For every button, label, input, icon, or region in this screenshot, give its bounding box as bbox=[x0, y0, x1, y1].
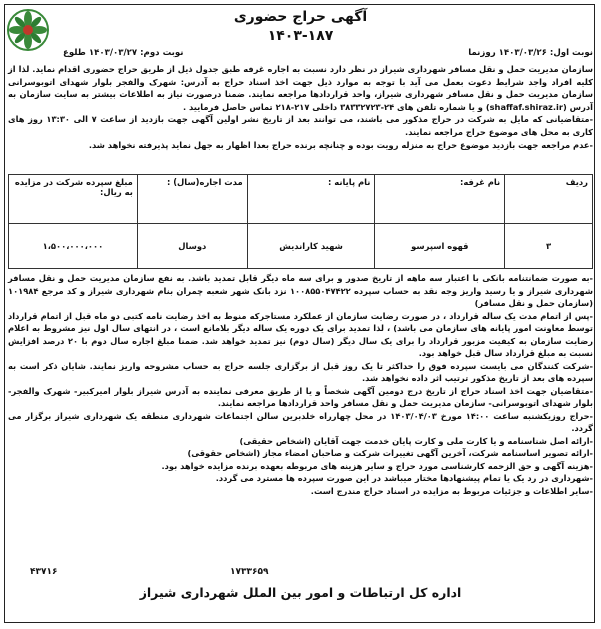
intro-paragraph: سازمان مدیریت حمل و نقل مسافر شهرداری شیراز در نظر دارد نسبت به اجاره غرفه طبق جدول ذیل از طریق حراج حضوری اقدام نماید. لذا از کلیه افراد واجد شرایط دعوت بعمل می آید با توجه به موارد ذیل جهت اخذ اسناد حراج به آدرس: شهرک والفجر بلوار شهدای اتوبوسرانی سازمان مدیریت حمل و نقل مسافر شهرداری شیراز، واحد قراردادها مراجعه نمایند. ضمنا درصورت نیاز به اطلاعات بیشتر به سایت سازمان به آدرس (shaffaf.shiraz.ir) و یا شماره تلفن های ۲۴-۳۸۳۳۲۷۲۳ داخلی ۲۱۷-۲۱۸ تماس حاصل فرمایید . bbox=[8, 64, 593, 112]
condition-item: -ارائه تصویر اساسنامه شرکت، آخرین آگهی تغییرات شرکت و صاحبان امضاء مجاز (اشخاص حقوقی) bbox=[187, 448, 593, 458]
second-publication: نوبت دوم: ۱۴۰۳/۰۳/۲۷ طلوع bbox=[63, 48, 184, 58]
header-terminal-name: نام پایانه : bbox=[247, 175, 375, 224]
table-row bbox=[9, 224, 593, 269]
condition-item: -پس از اتمام مدت یک ساله قرارداد ، در صورت رضایت سازمان از عملکرد مستاجرکه منوط به اخذ رضایت نامه کتبی دو ماه قبل از اتمام قرارداد توسط معاونت امور پایانه های سازمان می باشد) ، لذا تمدید برای یک دوره یک ساله دیگر بلامانع است ، در انتهای سال اول نیز مشروط به اعلام رضایت سازمان به کیفیت مزبور قرارداد را برای یک سال دیگر (سال دوم) نیز تمدید خواهد شد. ضمنا مبلغ اجاره سال دوم با ۲۰ درصد افزایش نسبت به مبلغ قرارداد سال قبل خواهد بود. bbox=[8, 310, 593, 358]
cell-deposit-amount: ۱،۵۰۰،۰۰۰،۰۰۰ bbox=[9, 224, 138, 269]
condition-item: -هزینه آگهی و حق الزحمه کارشناسی مورد حراج و سایر هزینه های مربوطه بعهده برنده مزایده خواهد بود. bbox=[161, 460, 593, 471]
shiraz-municipality-logo-icon bbox=[6, 8, 50, 52]
notice-header bbox=[60, 8, 541, 46]
header-deposit-amount: مبلغ سپرده شرکت در مزایده به ریال: bbox=[9, 175, 138, 224]
condition-item: -شرکت کنندگان می بایست سپرده فوق را حداکثر تا یک روز قبل از برگزاری جلسه حراج به حساب مشروحه واریز نمایند. شایان ذکر است به سپرده های بعد از تاریخ مذکور ترتیب اثر داده نخواهد شد. bbox=[8, 360, 593, 383]
code-middle: ۱۷۳۳۶۵۹ bbox=[230, 567, 269, 577]
notice-number: ۱۴۰۳-۱۸۷ bbox=[267, 28, 334, 44]
header-row-number: ردیف bbox=[505, 175, 593, 224]
condition-item: -ارائه اصل شناسنامه و یا کارت ملی و کارت پایان خدمت جهت آقایان (اشخاص حقیقی) bbox=[239, 435, 593, 446]
condition-item: -شهرداری در رد یک یا تمام پیشنهادها مختار میباشد در این صورت سپرده ها مسترد می گردد. bbox=[215, 473, 593, 483]
condition-item: -متقاضیان جهت اخذ اسناد حراج از تاریخ درج دومین آگهی شخصاً و یا از طریق معرفی نماینده به آدرس شیراز بلوار امیرکبیر- شهرک والفجر- بلوار شهدای اتوبوسرانی- سازمان مدیریت حمل و نقل مسافر واحد قراردادها مراجعه نمایند. bbox=[8, 385, 593, 408]
reference-codes bbox=[8, 567, 593, 581]
condition-item: -به صورت ضمانتنامه بانکی با اعتبار سه ماهه از تاریخ صدور و برای سه ماه دیگر قابل تمدید باشد. به نفع سازمان مدیریت حمل و نقل مسافر شهرداری شیراز و یا رسید واریز وجه نقد به حساب سپرده ۱۰۰۸۵۵۰۴۷۴۲۲ نزد بانک شهر شعبه چمران بنام شهرداری شیراز و کد مرجع ۱۰۱۹۸۴ (سازمان حمل و نقل مسافر) bbox=[8, 273, 593, 308]
cell-row-number: ۳ bbox=[505, 224, 593, 269]
footer-org-name: اداره کل ارتباطات و امور بین الملل شهرداری شیراز bbox=[139, 585, 462, 600]
auction-table bbox=[8, 174, 593, 269]
intro-text bbox=[8, 63, 593, 151]
cell-lease-duration: دوسال bbox=[137, 224, 247, 269]
code-left: ۴۳۷۱۶ bbox=[30, 567, 58, 577]
conditions-text bbox=[8, 272, 593, 497]
condition-item: -سایر اطلاعات و جزئیات مربوط به مزایده در اسناد حراج مندرج است. bbox=[310, 485, 593, 496]
intro-paragraph: -متقاضیانی که مایل به شرکت در حراج مذکور می باشند، می توانند بعد از تاریخ نشر اولین آگهی جهت بازدید از ساعت ۷ الی ۱۳:۳۰ روز های کاری به محل های موضوع حراج مراجعه نمایند. bbox=[8, 114, 594, 137]
header-booth-name: نام غرفه: bbox=[375, 175, 505, 224]
cell-booth-name: قهوه اسپرسو bbox=[375, 224, 505, 269]
intro-paragraph: -عدم مراجعه جهت بازدید موضوع حراج به منزله رویت بوده و چنانچه برنده حراج بعدا اظهار به جهل نماید پذیرفته نخواهد شد. bbox=[88, 139, 593, 150]
publication-info bbox=[8, 48, 593, 62]
notice-title: آگهی حراج حضوری bbox=[233, 9, 368, 25]
condition-item: -حراج روزیکشنبه ساعت ۱۴:۰۰ مورخ ۱۴۰۳/۰۴/۰۳ در محل چهارراه خلدبرین سالن اجتماعات شهرداری منطقه یک شهرداری شیراز برگزار می گردد. bbox=[8, 410, 593, 433]
cell-terminal-name: شهید کاراندیش bbox=[247, 224, 375, 269]
first-publication: نوبت اول: ۱۴۰۳/۰۳/۲۶ روزنما bbox=[468, 48, 593, 58]
table-header-row bbox=[9, 175, 593, 224]
header-lease-duration: مدت اجاره(سال) : bbox=[137, 175, 247, 224]
